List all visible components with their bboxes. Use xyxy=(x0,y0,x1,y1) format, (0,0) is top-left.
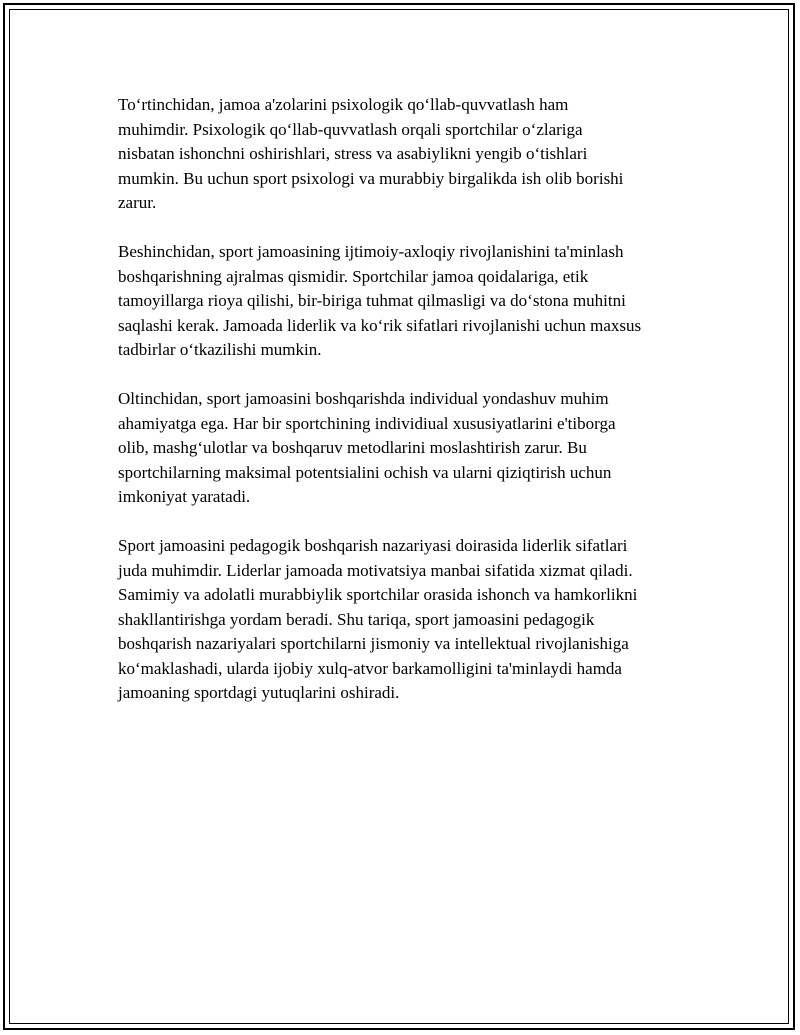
document-body xyxy=(118,93,708,730)
paragraph-psychological-support: To‘rtinchidan, jamoa a'zolarini psixologik qo‘llab-quvvatlash ham muhimdir. Psixologik qo‘llab-quvvatlash orqali sportchilar o‘zlariga nisbatan ishonchni oshirishlari, stress va asabiylikni yengib o‘tishlari mumkin. Bu uchun sport psixologi va murabbiy birgalikda ish olib borishi zarur. xyxy=(118,95,624,212)
paragraph-leadership-qualities: Sport jamoasini pedagogik boshqarish nazariyasi doirasida liderlik sifatlari juda muhimdir. Liderlar jamoada motivatsiya manbai sifatida xizmat qiladi. Samimiy va adolatli murabbiylik sportchilar orasida ishonch va hamkorlikni shakllantirishga yordam beradi. Shu tariqa, sport jamoasini pedagogik boshqarish nazariyalari sportchilarni jismoniy va intellektual rivojlanishiga ko‘maklashadi, ularda ijobiy xulq-atvor barkamolligini ta'minlaydi hamda jamoaning sportdagi yutuqlarini oshiradi. xyxy=(118,536,638,702)
paragraph-individual-approach: Oltinchidan, sport jamoasini boshqarishda individual yondashuv muhim ahamiyatga ega. Har bir sportchining individiual xususiyatlarini e'tiborga olib, mashg‘ulotlar va boshqaruv metodlarini moslashtirish zarur. Bu sportchilarning maksimal potentsialini ochish va ularni qiziqtirish uchun imkoniyat yaratadi. xyxy=(118,389,616,506)
paragraph-social-moral-development: Beshinchidan, sport jamoasining ijtimoiy-axloqiy rivojlanishini ta'minlash boshqarishning ajralmas qismidir. Sportchilar jamoa qoidalariga, etik tamoyillarga rioya qilishi, bir-biriga tuhmat qilmasligi va do‘stona muhitni saqlashi kerak. Jamoada liderlik va ko‘rik sifatlari rivojlanishi uchun maxsus tadbirlar o‘tkazilishi mumkin. xyxy=(118,242,642,359)
